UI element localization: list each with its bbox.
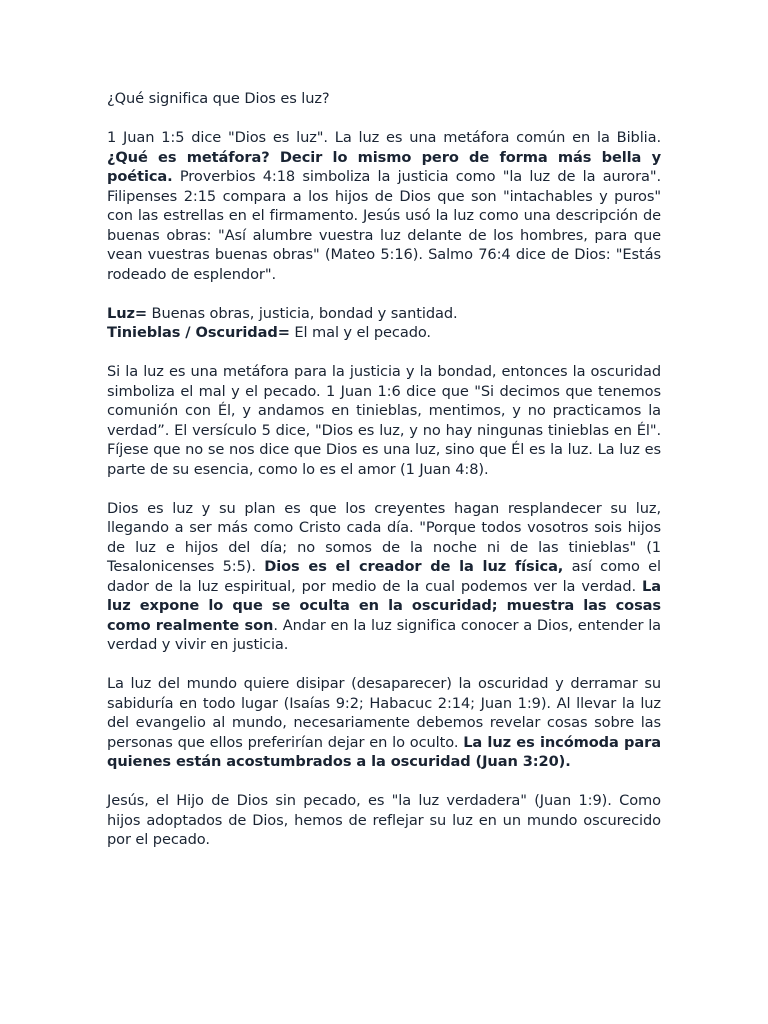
definitions [107, 304, 661, 343]
paragraph-plan: Dios es luz y su plan es que los creyentes hagan resplandecer su luz, llegando a ser más como Cristo cada día. "Porque todos vosotros sois hijos de luz e hijos del día; no somos de la noche ni de las tinieblas" (1 Tesalonicenses 5:5). Dios es el creador de la luz física, así como el dador de la luz espiritual, por medio de la cual podemos ver la verdad. La luz expone lo que se oculta en la oscuridad; muestra las cosas como realmente son. Andar en la luz significa conocer a Dios, entender la verdad y vivir en justicia. [107, 499, 662, 653]
tinieblas-definition: El mal y el pecado. [289, 324, 431, 341]
paragraph-world-light: La luz del mundo quiere disipar (desaparecer) la oscuridad y derramar su sabiduría en todo lugar (Isaías 9:2; Habacuc 2:14; Juan 1:9). Al llevar la luz del evangelio al mundo, necesariamente debemos revelar cosas sobre las personas que ellos preferirían dejar en lo oculto. La luz es incómoda para quienes están acostumbrados a la oscuridad (Juan 3:20). [107, 675, 661, 770]
metaphor-definition: ¿Qué es metáfora? Decir lo mismo pero de forma más bella y poética. [107, 148, 661, 185]
paragraph-darkness: Si la luz es una metáfora para la justicia y la bondad, entonces la oscuridad simboliza el mal y el pecado. 1 Juan 1:6 dice que "Si decimos que tenemos comunión con Él, y andamos en tinieblas, mentimos, y no practicamos la verdad”. El versículo 5 dice, "Dios es luz, y no hay ningunas tinieblas en Él". Fíjese que no se nos dice que Dios es una luz, sino que Él es la luz. La luz es parte de su esencia, como lo es el amor (1 Juan 4:8). [107, 363, 661, 478]
paragraph-true-light: Jesús, el Hijo de Dios sin pecado, es "la luz verdadera" (Juan 1:9). Como hijos adoptados de Dios, hemos de reflejar su luz en un mundo oscurecido por el pecado. [107, 792, 661, 848]
luz-term: Luz= [107, 304, 148, 322]
luz-definition: Buenas obras, justicia, bondad y santidad. [147, 304, 458, 322]
exposure-statement: La luz expone lo que se oculta en la oscuridad; muestra las cosas como realmente son [107, 577, 661, 634]
document-page [107, 89, 661, 869]
tinieblas-term: Tinieblas / Oscuridad= [107, 324, 290, 341]
paragraph-metaphor: 1 Juan 1:5 dice "Dios es luz". La luz es una metáfora común en la Biblia. ¿Qué es metáfora? Decir lo mismo pero de forma más bella y poética. Proverbios 4:18 simboliza la justicia como "la luz de la aurora". Filipenses 2:15 compara a los hijos de Dios que son "intachables y puros" con las estrellas en el firmamento. Jesús usó la luz como una descripción de buenas obras: "Así alumbre vuestra luz delante de los hombres, para que vean vuestras buenas obras" (Mateo 5:16). Salmo 76:4 dice de Dios: "Estás rodeado de esplendor". [107, 129, 661, 283]
discomfort-statement: La luz es incómoda para quienes están acostumbrados a la oscuridad (Juan 3:20). [107, 733, 661, 770]
document-title: ¿Qué significa que Dios es luz? [107, 90, 330, 107]
creator-statement: Dios es el creador de la luz física, [264, 558, 564, 575]
